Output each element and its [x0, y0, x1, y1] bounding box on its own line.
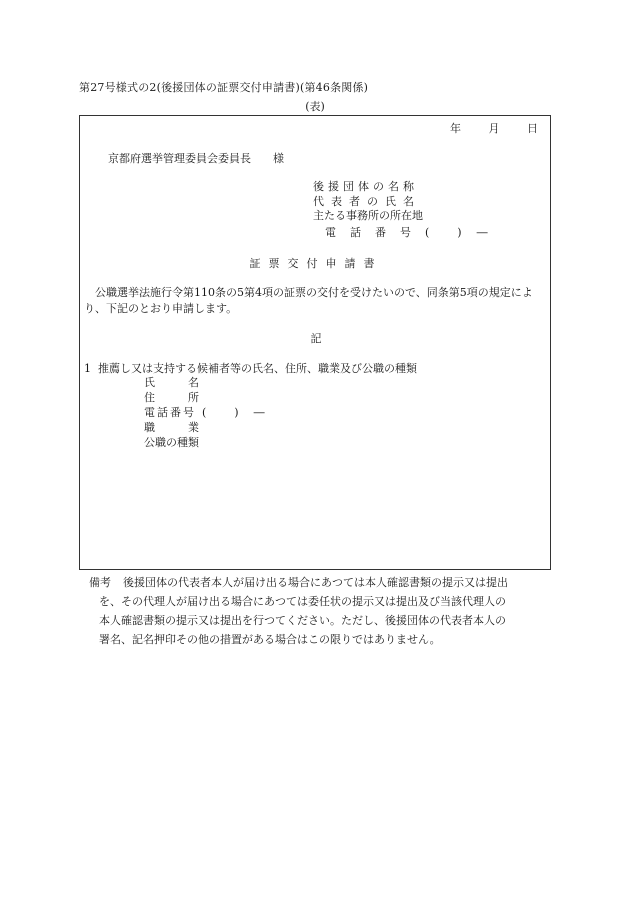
date-day: 日 [527, 122, 538, 135]
org-phone-format: ( ) ― [425, 226, 490, 239]
remarks-line-1: 後援団体の代表者本人が届け出る場合にあつては本人確認書類の提示又は提出 [123, 576, 508, 589]
org-phone-row [325, 224, 490, 240]
candidate-phone-format: ( ) ― [202, 406, 267, 419]
addressee-honorific: 様 [273, 152, 284, 165]
item-1 [84, 360, 417, 376]
application-form-frame [79, 115, 551, 570]
date-row [450, 120, 538, 136]
remarks-line-3: 本人確認書類の提示又は提出を行つてください。ただし、後援団体の代表者本人の [99, 614, 506, 627]
candidate-phone-row [144, 405, 267, 420]
remarks-note [89, 573, 559, 649]
remarks-label: 備考 [89, 576, 111, 589]
addressee [108, 150, 284, 166]
representative-name-label: 代表者の氏名 [313, 194, 421, 208]
date-month: 月 [488, 122, 500, 135]
side-label: (表) [305, 100, 325, 113]
candidate-address-label: 住 所 [144, 391, 199, 404]
ki-heading: 記 [310, 332, 322, 345]
item-1-number: 1 [84, 362, 91, 375]
candidate-fields [144, 375, 267, 450]
addressee-name: 京都府選挙管理委員会委員長 [108, 152, 251, 165]
application-statement: 公職選挙法施行令第110条の5第4項の証票の交付を受けたいので、同条第5項の規定により、下記のとおり申請します。 [84, 286, 533, 315]
remarks-line-2: を、その代理人が届け出る場合にあつては委任状の提示又は提出及び当該代理人の [99, 595, 506, 608]
applicant-organization-block [313, 180, 423, 224]
candidate-office-type-label: 公職の種類 [144, 436, 199, 449]
org-phone-label: 電話番号 [325, 226, 425, 239]
office-address-label: 主たる事務所の所在地 [313, 209, 423, 222]
item-1-text: 推薦し又は支持する候補者等の氏名、住所、職業及び公職の種類 [98, 362, 417, 375]
candidate-occupation-label: 職 業 [144, 421, 199, 434]
remarks-line-4: 署名、記名押印その他の措置がある場合はこの限りではありません。 [99, 633, 441, 646]
document-title: 証票交付申請書 [249, 257, 383, 270]
org-name-label: 後援団体の名称 [313, 180, 418, 193]
remarks-first-line [89, 573, 559, 592]
date-year: 年 [450, 122, 461, 135]
candidate-phone-label: 電話番号 [144, 406, 196, 419]
candidate-name-label: 氏 名 [144, 376, 199, 389]
form-title: 第27号様式の2(後援団体の証票交付申請書)(第46条関係) [79, 81, 369, 94]
